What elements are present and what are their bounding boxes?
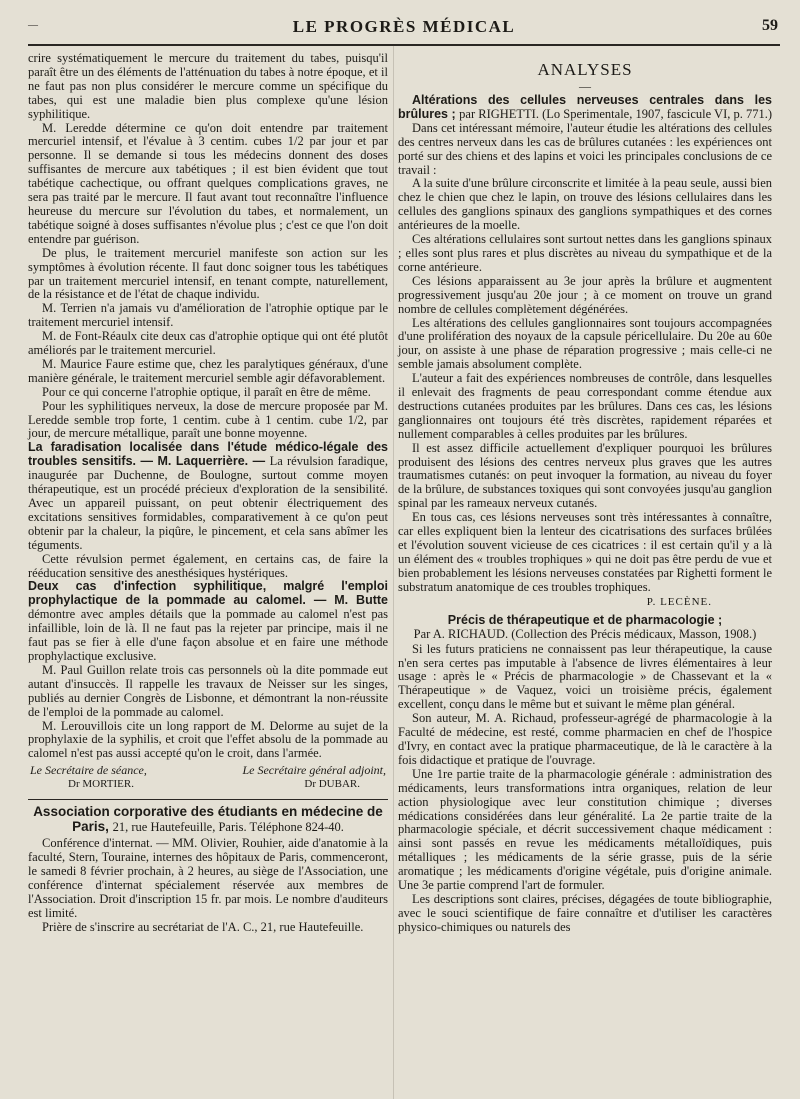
column-divider (393, 45, 394, 1099)
left-column (28, 52, 388, 935)
journal-title: LE PROGRÈS MÉDICAL (292, 17, 516, 36)
syphilis-section (28, 580, 388, 663)
analyses-dash: — (579, 79, 591, 93)
paragraph: Conférence d'internat. — MM. Olivier, Rouhier, aide d'anatomie à la faculté, Stern, Touraine, internes des hôpitaux de Paris, commenceront, le samedi 8 février prochain, à 2 heures, au siège de l'Association, une conférence d'internat spécialement réservée aux membres de l'Association. Droit d'inscription 15 fr. par mois. Le nombre d'auditeurs est limité. (28, 836, 388, 920)
paragraph: L'auteur a fait des expériences nombreuses de contrôle, dans lesquelles il enlevait des fragments de peau correspondant comme étendue aux destructions cutanées produites par les brûlures. Dans ces cas, les lésions ganglionnaires ont toujours été très discrètes, rapidement réparées et nullement comparables à celles produites par les brûlures. (398, 371, 772, 441)
paragraph: Pour les syphilitiques nerveux, la dose de mercure proposée par M. Leredde semble trop forte, 1 centim. cube à 1 centim. cube 1/2, par jour, de mercure métallique, paraît une bonne moyenne. (28, 398, 388, 441)
paragraph: M. de Font-Réaulx cite deux cas d'atrophie optique qui ont été plutôt améliorés par le traitement mercuriel. (28, 329, 388, 358)
paragraph: Une 1re partie traite de la pharmacologie générale : administration des médicaments, leurs transformations intra organiques, relation de leur action physiologique avec leur constitution chimique ; diverses médications considérées dans leur généralité. La 2e partie traite de la pharmacologie spéciale, et décrit successivement chaque médicament : ainsi sont passés en revue les médicaments métalloïdiques, puis métalliques ; les médicaments de la série grasse, puis de la série aromatique ; les médicaments d'origine végétale, puis d'origine animale. Une 3e partie comprend l'art de formuler. (398, 766, 772, 893)
article-heading (398, 94, 772, 122)
paragraph: M. Lerouvillois cite un long rapport de M. Delorme au sujet de la prophylaxie de la syphilis, et croit que l'effet absolu de la pommade au calomel n'est pas aussi accepté qu'on le croit, dans l'armée. (28, 718, 388, 761)
section-title: La faradisation localisée dans l'étude médico-légale des troubles sensitifs. — M. Laquerrière. — (28, 440, 388, 469)
secretary-name: Dr MORTIER. (68, 778, 134, 791)
paragraph: Cette révulsion permet également, en certains cas, de faire la rééducation sensitive des anesthésiques hystériques. (28, 551, 388, 580)
paragraph: crire systématiquement le mercure du traitement du tabes, puisqu'il paraît être un des éléments de l'atténuation du tabes à notre époque, et il ne faut pas non plus considérer le mercure comme un spécifique du tabes, qui est une maladie bien plus complexe qu'une lésion syphilitique. (28, 51, 388, 121)
faradisation-section (28, 441, 388, 552)
paragraph: En tous cas, ces lésions nerveuses sont très intéressantes à connaître, car elles expliquent bien la lenteur des cicatrisations des surfaces brûlées et l'évolution souvent vicieuse de ces cicatrices : il est certain qu'il y a là un élément des « troubles trophiques » qui ne doit pas être perdu de vue et bien probablement les lésions nerveuses constatées par Righetti forment le substratum anatomique de ces troubles trophiques. (398, 510, 772, 594)
section-body: démontre avec amples détails que la pommade au calomel n'est pas infaillible, loin de là. Il ne faut pas la rejeter par principe, mais il ne faut pas se fier à elle d'une façon absolue et en faire une méthode prophylactique exclusive. (28, 607, 388, 663)
paragraph: M. Maurice Faure estime que, chez les paralytiques généraux, d'une manière générale, le traitement mercuriel semble agir défavorablement. (28, 356, 388, 385)
paragraph: De plus, le traitement mercuriel manifeste son action sur les symptômes à évolution récente. Il faut donc soigner tous les tabétiques par un traitement mercuriel intensif, en tenant compte, naturellement, de la résistance et de l'état de chaque individu. (28, 245, 388, 302)
association-address: 21, rue Hautefeuille, Paris. Téléphone 824-40. (112, 820, 344, 835)
secretary-general-role: Le Secrétaire général adjoint, (242, 763, 386, 778)
article-byline: Par A. RICHAUD. (Collection des Précis médicaux, Masson, 1908.) (413, 626, 757, 641)
paragraph: A la suite d'une brûlure circonscrite et limitée à la peau seule, aussi bien chez le chien que chez le lapin, on trouve des lésions cellulaires dans les cellules des ganglions spinaux des ganglions sympathiques et des cornes antérieures de la moelle. (398, 176, 772, 233)
paragraph: Prière de s'inscrire au secrétariat de l'A. C., 21, rue Hautefeuille. (42, 919, 364, 934)
association-heading (28, 804, 388, 835)
signature-names (28, 777, 388, 791)
secretary-general-name: Dr DUBAR. (304, 778, 360, 791)
paragraph: Pour ce qui concerne l'atrophie optique, il paraît en être de même. (42, 384, 371, 399)
paragraph: Ces lésions apparaissent au 3e jour après la brûlure et augmentent progressivement jusqu'au 20e jour ; à ce moment on trouve un grand nombre de cellules complètement dégénérées. (398, 273, 772, 316)
article-title: Précis de thérapeutique et de pharmacologie ; (447, 612, 723, 627)
paragraph: Il est assez difficile actuellement d'expliquer pourquoi les brûlures produisent des lésions des centres nerveux plus graves que les autres traumatismes cutanés: on peut invoquer la formation, au niveau du foyer de la brûlure, de substances toxiques qui sont convoyées jusqu'au ganglion spinal par les rameaux nerveux cutanés. (398, 440, 772, 511)
article-source: par RIGHETTI. (Lo Sperimentale, 1907, fascicule VI, p. 771.) (459, 106, 773, 121)
paragraph: Si les futurs praticiens ne connaissent pas leur thérapeutique, la cause n'en sera certes pas imputable à l'absence de livres élémentaires à leur usage : après le « Précis de pharmacologie » de Chassevant et la « Thérapeutique » de Vaquez, voici un troisième précis, également excellent, conçu dans le même but et suivant le même plan général. (398, 641, 772, 712)
paragraph: Dans cet intéressant mémoire, l'auteur étudie les altérations des cellules des centres nerveux dans les cas de brûlures cutanées : les expériences ont porté sur des chiens et des lapins et voici les principales conclusions de ce travail : (398, 120, 772, 177)
page-header (28, 8, 780, 42)
paragraph: Ces altérations cellulaires sont surtout nettes dans les ganglions spinaux ; elles sont plus rares et plus discrètes au niveau du sympathique et de la corne antérieure. (398, 232, 772, 274)
signature-roles (28, 763, 388, 777)
paragraph: M. Paul Guillon relate trois cas personnels où la dite pommade eut autant d'insuccès. Il rappelle les travaux de Neisser sur les singes, publiés au dernier Congrès de Lisbonne, et démontrant la non-réussite de l'emploi de la pommade au calomel. (28, 662, 388, 719)
section-title: Deux cas d'infection syphilitique, malgré l'emploi prophylactique de la pommade au calomel. — M. Butte (28, 579, 388, 608)
paragraph: M. Leredde détermine ce qu'on doit entendre par traitement mercuriel intensif, et l'évalue à 3 centim. cubes 1/2 par jour et par personne. Il se demande si tous les médecins donnent des doses suffisantes de mercure aux tabétiques ; il est bien évident que tout tabétique cachectique, ou offrant quelques complications graves, ne sera pas traité par le mercure. Il faut avant tout reconnaître l'influence heureuse du mercure sur l'évolution du tabes, et normalement, un tabétique soigné à doses suffisantes n'évolue plus ; c'est ce que l'on doit entendre par guérison. (28, 120, 388, 246)
secretary-role: Le Secrétaire de séance, (30, 763, 147, 778)
association-title: Association corporative des étudiants en médecine de Paris, (33, 804, 383, 835)
article-title: Altérations des cellules nerveuses centrales dans les brûlures ; (398, 93, 772, 121)
paragraph: M. Terrien n'a jamais vu d'amélioration de l'atrophie optique par le traitement mercuriel intensif. (28, 301, 388, 330)
section-separator (28, 799, 388, 800)
section-body: La révulsion faradique, inaugurée par Duchenne, de Boulogne, surtout comme moyen thérapeutique, est un procédé précieux d'exploration de la sensibilité. Avec un appareil puissant, on peut obtenir électriquement des excitations sensitives formidables, comparativement à ce qu'on peut obtenir par la chaleur, la piqûre, le pincement, et cela sans abîmer les téguments. (28, 454, 388, 552)
header-left-mark: — (28, 20, 38, 31)
header-rule (28, 44, 780, 46)
page-number: 59 (762, 17, 778, 34)
right-column (398, 52, 772, 935)
paragraph: Les descriptions sont claires, précises, dégagées de toute bibliographie, avec le souci scientifique de faire connaître et d'utiliser les caractères physico-chimiques ou naturels des (398, 891, 772, 934)
analyses-heading: ANALYSES (537, 60, 633, 79)
paragraph: Son auteur, M. A. Richaud, professeur-agrégé de pharmacologie à la Faculté de médecine, est resté, comme pharmacien en chef de l'hospice d'Ivry, en contact avec la pratique pharmaceutique, de là le caractère à la fois didactique et pratique de l'ouvrage. (398, 711, 772, 767)
article-author: P. LECÈNE. (646, 595, 712, 608)
paragraph: Les altérations des cellules ganglionnaires sont toujours accompagnées d'une prolifération des noyaux de la capsule péricellulaire. Du 20e au 60e jour, on assiste à une phase de réparation progressive ; mais celle-ci ne semble jamais absolument complète. (398, 315, 772, 372)
